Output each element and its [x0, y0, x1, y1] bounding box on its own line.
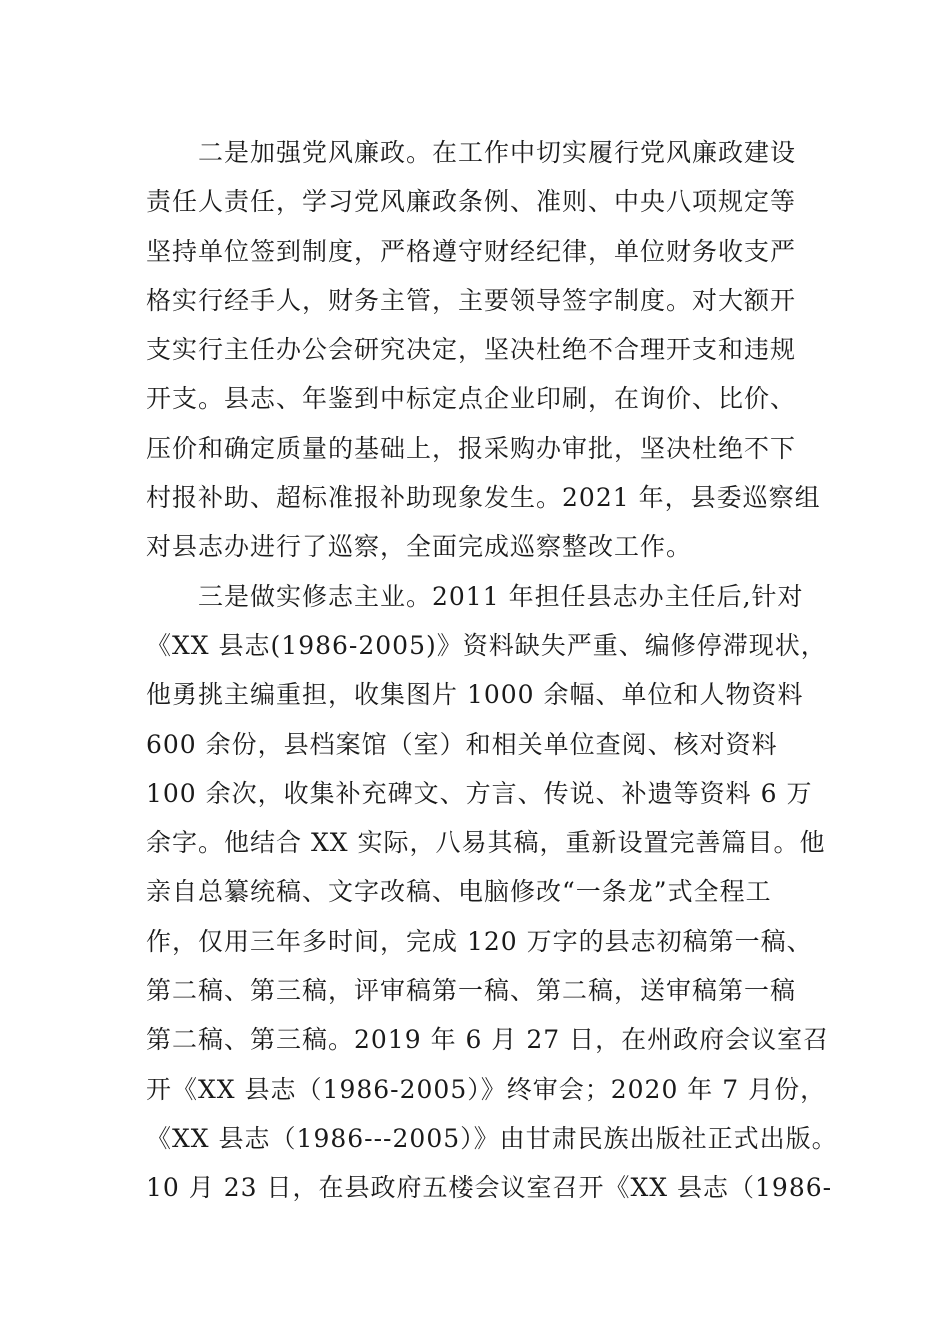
paragraph-line: 责任人责任，学习党风廉政条例、准则、中央八项规定等 [146, 187, 797, 217]
paragraph-line: 村报补助、超标准报补助现象发生。2021 年，县委巡察组 [146, 483, 821, 513]
paragraph-line: 对县志办进行了巡察，全面完成巡察整改工作。 [146, 532, 693, 562]
paragraph-line: 支实行主任办公会研究决定，坚决杜绝不合理开支和违规 [146, 335, 797, 365]
document-body [146, 128, 838, 1213]
paragraph-line: 《XX 县志（1986---2005）》由甘肃民族出版社正式出版。 [146, 1123, 838, 1153]
paragraph-line: 第二稿、第三稿，评审稿第一稿、第二稿，送审稿第一稿 [146, 976, 797, 1006]
paragraph-line: 他勇挑主编重担，收集图片 1000 余幅、单位和人物资料 [146, 680, 804, 710]
paragraph-line: 格实行经手人，财务主管，主要领导签字制度。对大额开 [146, 285, 797, 315]
paragraph-line: 10 月 23 日，在县政府五楼会议室召开《XX 县志（1986- [146, 1173, 833, 1203]
paragraph-line: 二是加强党风廉政。在工作中切实履行党风廉政建设 [198, 138, 797, 167]
paragraph-line: 三是做实修志主业。2011 年担任县志办主任后,针对 [198, 581, 804, 611]
paragraph-line: 100 余次，收集补充碑文、方言、传说、补遗等资料 6 万 [146, 778, 813, 808]
paragraph-line: 压价和确定质量的基础上，报采购办审批，坚决杜绝不下 [146, 433, 797, 463]
paragraph-line: 亲自总纂统稿、文字改稿、电脑修改“一条龙”式全程工 [146, 877, 772, 907]
paragraph-line: 作，仅用三年多时间，完成 120 万字的县志初稿第一稿、 [146, 926, 813, 956]
paragraph-line: 《XX 县志(1986-2005)》资料缺失严重、编修停滞现状， [146, 630, 827, 660]
paragraph-gazetteer-work [146, 572, 838, 1213]
paragraph-line: 第二稿、第三稿。2019 年 6 月 27 日，在州政府会议室召 [146, 1025, 830, 1055]
paragraph-line: 坚持单位签到制度，严格遵守财经纪律，单位财务收支严 [146, 236, 797, 266]
paragraph-line: 600 余份，县档案馆（室）和相关单位查阅、核对资料 [146, 729, 778, 759]
paragraph-line: 余字。他结合 XX 实际，八易其稿，重新设置完善篇目。他 [146, 828, 826, 858]
paragraph-line: 开支。县志、年鉴到中标定点企业印刷，在询价、比价、 [146, 384, 797, 414]
paragraph-line: 开《XX 县志（1986-2005）》终审会；2020 年 7 月份， [146, 1074, 827, 1104]
paragraph-party-conduct [146, 128, 821, 572]
